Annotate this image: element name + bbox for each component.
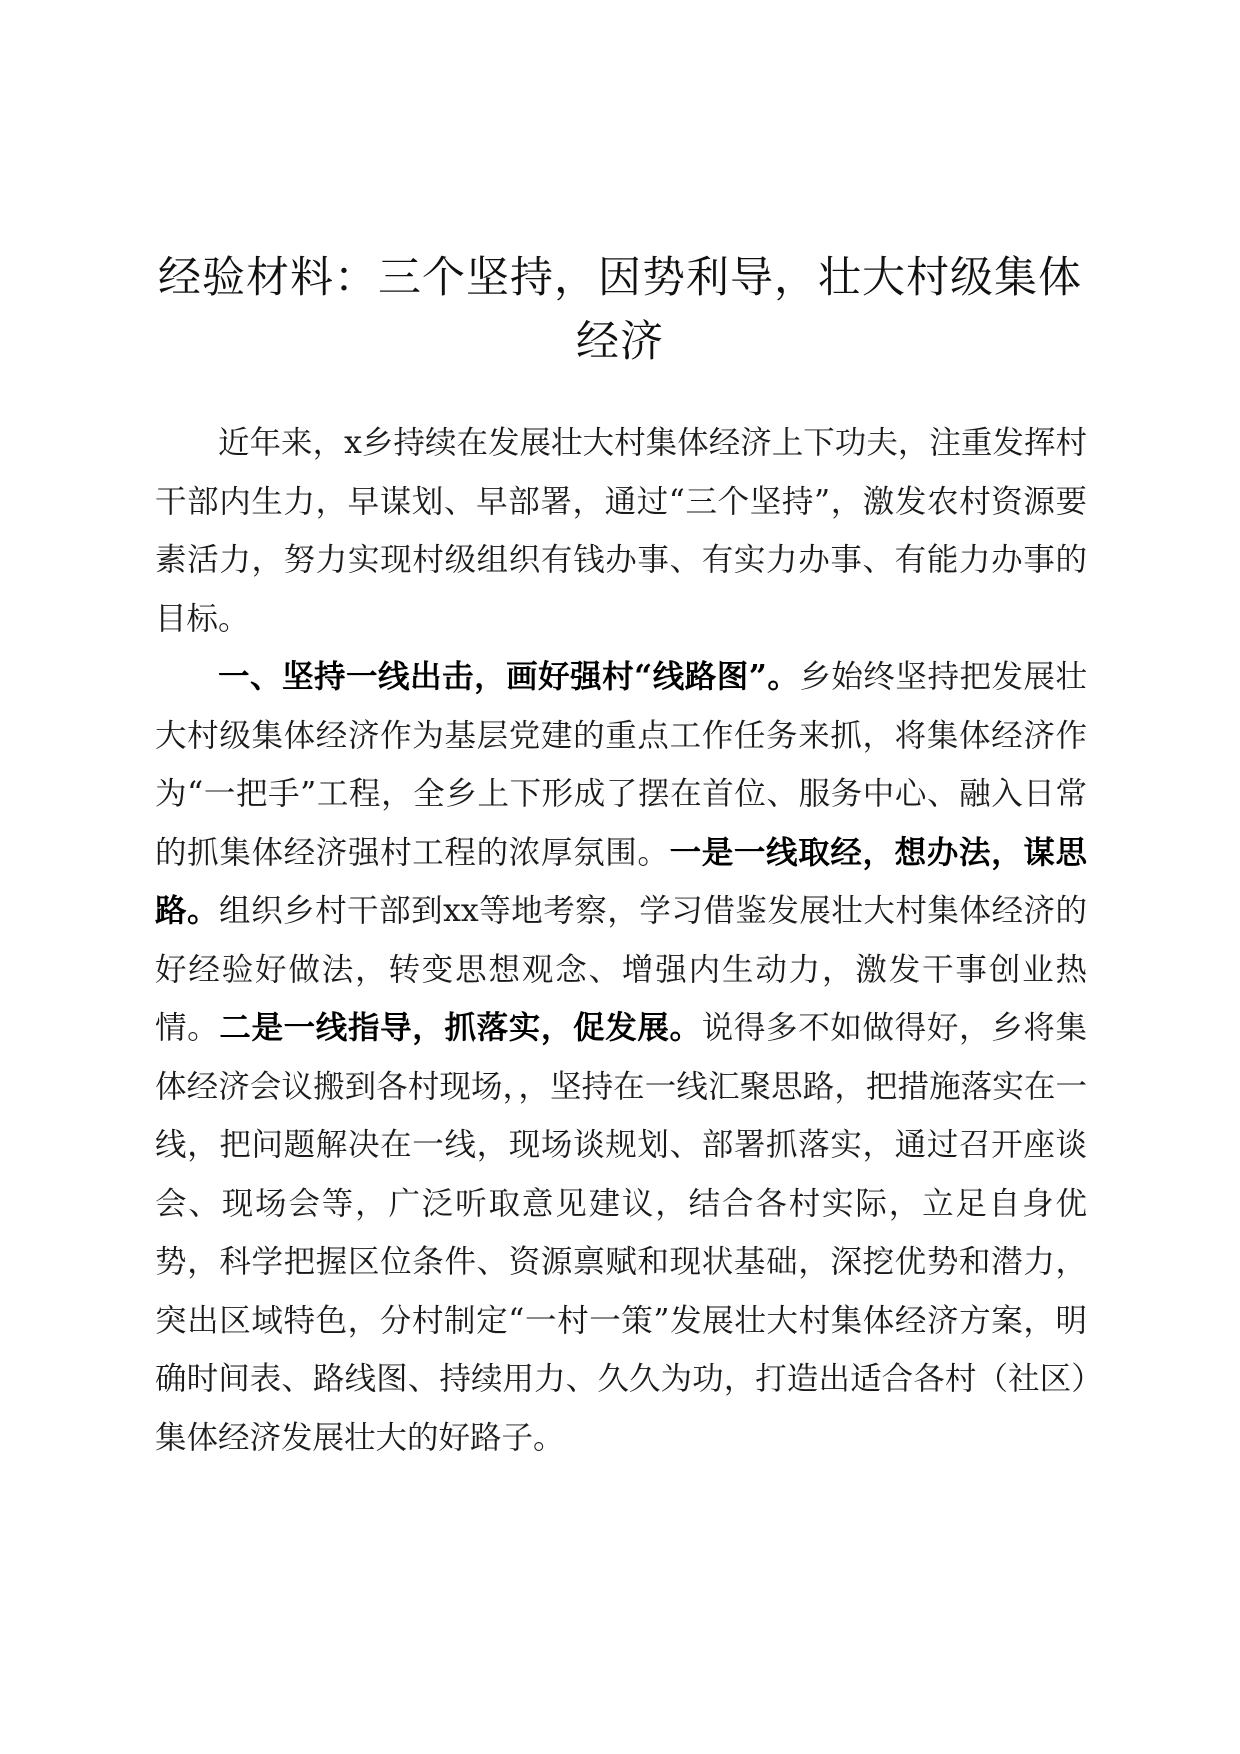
document-title: 经验材料：三个坚持，因势利导，壮大村级集体经济 <box>158 253 1082 367</box>
section-one-text: 乡始终坚持把发展壮大村级集体经济作为基层党建的重点工作任务来抓，将集体经济作为“一把手”工程，全乡上下形成了摆在首位、服务中心、融入日常的抓集体经济强村工程的浓厚氛围。 <box>155 659 1087 871</box>
point-two-heading: 二是一线指导，抓落实，促发展。 <box>219 1009 702 1046</box>
point-one-heading: 一是一线取经，想办法，谋思路。 <box>155 833 1087 929</box>
intro-text: 近年来，x乡持续在发展壮大村集体经济上下功夫，注重发挥村干部内生力，早谋划、早部署，通过“三个坚持”，激发农村资源要素活力，努力实现村级组织有钱办事、有实力办事、有能力办事的目标。 <box>155 425 1087 637</box>
point-two-text: 说得多不如做得好，乡将集体经济会议搬到各村现场，，坚持在一线汇聚思路，把措施落实在一线，把问题解决在一线，现场谈规划、部署抓落实，通过召开座谈会、现场会等，广泛听取意见建议，结合各村实际，立足自身优势，科学把握区位条件、资源禀赋和现状基础，深挖优势和潜力，突出区域特色，分村制定“一村一策”发展壮大村集体经济方案，明确时间表、路线图、持续用力、久久为功，打造出适合各村（社区）集体经济发展壮大的好路子。 <box>155 1010 1087 1456</box>
intro-paragraph <box>155 414 1087 648</box>
document-body <box>155 414 1087 1467</box>
section-one-paragraph <box>155 648 1087 1467</box>
point-one-text: 组织乡村干部到xx等地考察，学习借鉴发展壮大村集体经济的好经验好做法，转变思想观念、增强内生动力，激发干事创业热情。 <box>155 893 1087 1046</box>
section-one-heading: 一、坚持一线出击，画好强村“线路图”。 <box>218 658 800 695</box>
